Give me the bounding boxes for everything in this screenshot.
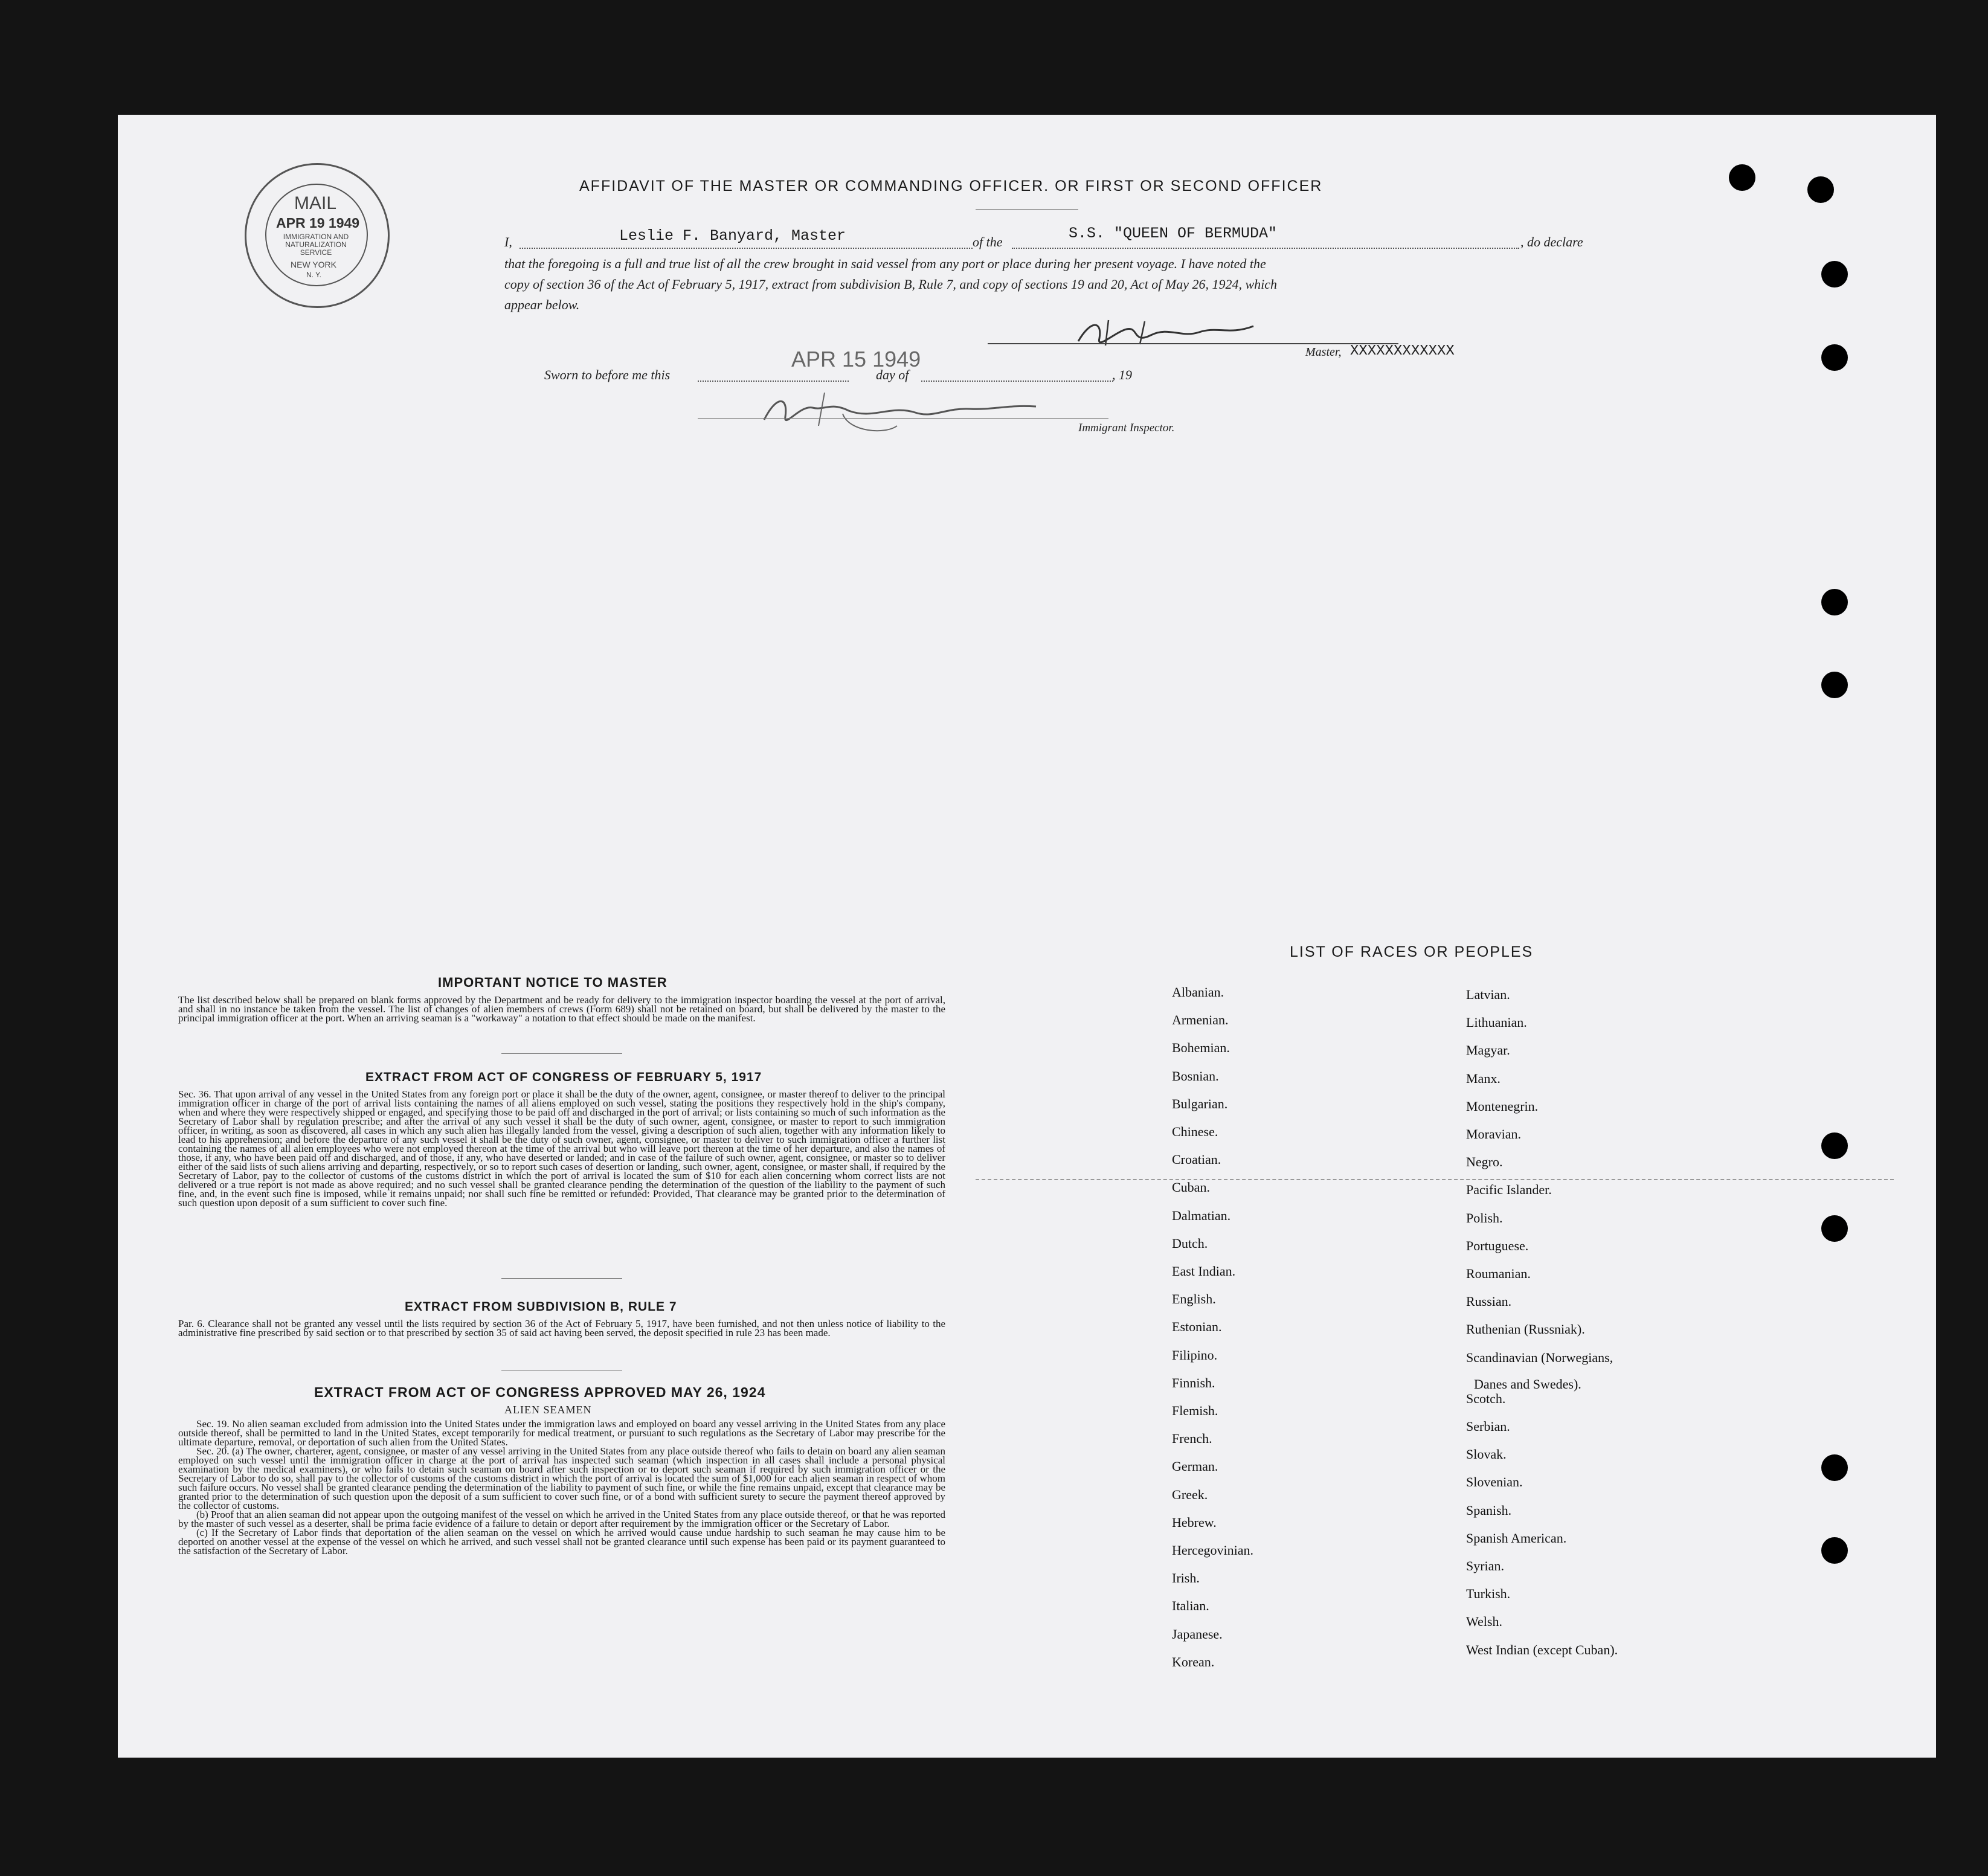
- race-item: Spanish American.: [1466, 1530, 1567, 1546]
- stamp-place: NEW YORK: [291, 260, 336, 269]
- extract-1917-title: EXTRACT FROM ACT OF CONGRESS OF FEBRUARY 5, 1917: [365, 1070, 762, 1084]
- race-item: Montenegrin.: [1466, 1098, 1539, 1114]
- race-item: Spanish.: [1466, 1502, 1512, 1518]
- race-item: Moravian.: [1466, 1126, 1522, 1142]
- race-item: East Indian.: [1172, 1264, 1236, 1279]
- extract-1917-body: Sec. 36. That upon arrival of any vessel in the United States from any foreign port or place it shall be the duty of the owner, agent, consignee, or master thereof to deliver to the principal immigration officer in charge of the port of arrival lists containing the names of all aliens employed on such vessel, stating the positions they respectively hold in the ship's company, when and where they were respectively shipped or engaged, and specifying those to be paid off and discharged in the port of arrival; or lists containing so much of such information as the Secretary of Labor shall by regulation prescribe; and after the arrival of any such vessel it shall be the duty of such owner, agent, consignee, or master to report to such immigration officer, in writing, as soon as discovered, all cases in which any such alien has illegally landed from the vessel, giving a description of such alien, together with any information likely to lead to his apprehension; and before the departure of any such vessel it shall be the duty of such owner, agent, consignee, or master to deliver to such immigration officer a further list containing the names of all alien employees who were not employed thereon at the time of the arrival but who will leave port thereon at the time of her departure, and also the names of those, if any, who have been paid off and discharged, and of those, if any, who have deserted or landed; and in case of the failure of such owner, agent, consignee, or master so to deliver either of the said lists of such aliens arriving and departing, respectively, or so to report such cases of desertion or landing, such owner, agent, consignee, or master shall, if required by the Secretary of Labor, pay to the collector of customs of the customs district in which the port of arrival is located the sum of $10 for each alien concerning whom correct lists are not delivered or a true report is not made as above required; and no such vessel shall be granted clearance pending the determination of the question of the liability to the payment of such fine, and, in the event such fine is imposed, while it remains unpaid; nor shall such fine be remitted or refunded: Provided, That clearance may be granted prior to the determination of such question upon deposit of a sum sufficient to cover such fine.: [178, 1090, 945, 1209]
- race-item: Slovak.: [1466, 1447, 1507, 1462]
- race-item: Estonian.: [1172, 1319, 1222, 1335]
- received-stamp: [245, 163, 390, 308]
- sec-20c: (c) If the Secretary of Labor finds that deportation of the alien seaman on the vessel on which he arrived would cause undue hardship to such seaman he may cause him to be deported on another vessel at the expense of the vessel on which he arrived, and such vessel shall not be granted clearance until such expense has been paid or its payment guaranteed to the satisfaction of the Secretary of Labor.: [178, 1527, 945, 1556]
- race-item: Hercegovinian.: [1172, 1543, 1253, 1558]
- race-item: Korean.: [1172, 1654, 1215, 1669]
- master-label: Master,: [1305, 345, 1342, 359]
- race-item: Slovenian.: [1466, 1474, 1523, 1490]
- punch-hole: [1821, 589, 1848, 615]
- race-item: English.: [1172, 1291, 1216, 1307]
- race-item: Polish.: [1466, 1210, 1503, 1226]
- race-item: Flemish.: [1172, 1403, 1218, 1418]
- race-item: Danes and Swedes).: [1474, 1376, 1581, 1392]
- race-item: Pacific Islander.: [1466, 1182, 1552, 1198]
- race-item: Latvian.: [1466, 987, 1510, 1002]
- race-item: West Indian (except Cuban).: [1466, 1642, 1618, 1657]
- race-item: Roumanian.: [1466, 1266, 1531, 1281]
- race-item: Turkish.: [1466, 1586, 1511, 1602]
- punch-hole: [1821, 1215, 1848, 1242]
- race-item: Irish.: [1172, 1570, 1200, 1586]
- stamp-state: N. Y.: [306, 271, 321, 279]
- master-signature: [1072, 308, 1272, 356]
- punch-hole: [1821, 261, 1848, 288]
- stamp-date: APR 19 1949: [276, 215, 360, 231]
- vessel-name: S.S. "QUEEN OF BERMUDA": [1069, 225, 1278, 242]
- race-item: German.: [1172, 1459, 1218, 1474]
- notice-body: The list described below shall be prepared on blank forms approved by the Department and be ready for delivery to the immigration inspector boarding the vessel at the port of arrival, and shall in no instance be taken from the vessel. The list of changes of alien members of crews (Form 689) shall not be retained on board, but shall be delivered by the master to the principal immigration officer at the port. When an arriving seaman is a "workaway" a notation to that effect should be made on the manifest.: [178, 994, 945, 1024]
- rule7-title: EXTRACT FROM SUBDIVISION B, RULE 7: [405, 1300, 677, 1314]
- punch-hole: [1821, 1132, 1848, 1159]
- sworn-label: Sworn to before me this: [544, 367, 671, 382]
- extract-1924-body: [178, 1419, 945, 1582]
- race-item: Dutch.: [1172, 1235, 1208, 1251]
- race-item: Albanian.: [1172, 985, 1224, 1000]
- race-item: Dalmatian.: [1172, 1207, 1231, 1223]
- faint-dashed-line: [976, 1179, 1894, 1180]
- race-item: Hebrew.: [1172, 1514, 1217, 1530]
- race-item: Italian.: [1172, 1598, 1209, 1614]
- race-item: Finnish.: [1172, 1375, 1215, 1390]
- affidavit-title: AFFIDAVIT OF THE MASTER OR COMMANDING OFFICER. OR FIRST OR SECOND OFFICER: [579, 178, 1323, 194]
- race-item: Japanese.: [1172, 1626, 1223, 1642]
- punch-hole: [1729, 164, 1755, 191]
- affidavit-line-4: appear below.: [504, 297, 580, 312]
- sec-20b: (b) Proof that an alien seaman did not appear upon the outgoing manifest of the vessel on which he arrived in the United States from any place outside thereof, or that he was reported by the master of such vessel as a deserter, shall be prima facie evidence of a failure to detain or deport after requirement by the immigration officer or the Secretary of Labor.: [178, 1509, 945, 1529]
- race-item: Lithuanian.: [1466, 1015, 1527, 1030]
- year-label: , 19: [1112, 367, 1132, 382]
- punch-hole: [1821, 344, 1848, 371]
- inspector-signature: [752, 384, 1042, 438]
- day-of-label: day of: [876, 367, 909, 382]
- races-title: LIST OF RACES OR PEOPLES: [1290, 943, 1534, 960]
- race-item: Greek.: [1172, 1486, 1208, 1502]
- race-item: Armenian.: [1172, 1012, 1229, 1028]
- master-name: Leslie F. Banyard, Master: [619, 227, 846, 245]
- affidavit-line-2: that the foregoing is a full and true list of all the crew brought in said vessel from any port or place during her present voyage. I have noted the: [504, 256, 1266, 271]
- stamp-service: IMMIGRATION AND NATURALIZATION SERVICE: [283, 233, 349, 257]
- master-struck: XXXXXXXXXXXX: [1350, 343, 1455, 359]
- race-item: Serbian.: [1466, 1419, 1510, 1434]
- affidavit-line-3: copy of section 36 of the Act of February 5, 1917, extract from subdivision B, Rule 7, and copy of sections 19 and 20, Act of May 26, 1924, which: [504, 277, 1278, 292]
- sec-19: Sec. 19. No alien seaman excluded from admission into the United States under the immigration laws and employed on board any vessel arriving in the United States from any place outside thereof, shall be permitted to land in the United States, except temporarily for medical treatment, or pursuant to such regulations as the Secretary of Labor may prescribe for the ultimate departure, removal, or deportation of such alien from the United States.: [178, 1419, 945, 1448]
- rule7-body: Par. 6. Clearance shall not be granted any vessel until the lists required by section 36 of the Act of February 5, 1917, have been furnished, and not then unless notice of liability to the administrative fine prescribed by said section or to that prescribed by section 35 of said act having been served, the deposit specified in rule 23 has been made.: [178, 1318, 945, 1338]
- race-item: Portuguese.: [1466, 1238, 1529, 1253]
- race-item: Negro.: [1466, 1154, 1503, 1170]
- race-item: Syrian.: [1466, 1558, 1504, 1573]
- race-item: Cuban.: [1172, 1180, 1210, 1195]
- extract-1924-subtitle: ALIEN SEAMEN: [504, 1404, 592, 1416]
- race-item: Magyar.: [1466, 1042, 1510, 1058]
- race-item: Croatian.: [1172, 1152, 1221, 1168]
- punch-hole: [1821, 672, 1848, 698]
- race-item: French.: [1172, 1431, 1212, 1447]
- race-item: Scandinavian (Norwegians,: [1466, 1349, 1613, 1365]
- punch-hole: [1821, 1454, 1848, 1481]
- race-item: Bohemian.: [1172, 1040, 1230, 1056]
- punch-hole: [1807, 176, 1834, 203]
- sec-20a: Sec. 20. (a) The owner, charterer, agent, consignee, or master of any vessel arriving in the United States from any place outside thereof who fails to detain on board any alien seaman employed on such vessel until the immigration officer in charge at the port of arrival has inspected such seaman (which inspection in all cases shall include a personal physical examination by the medical examiners), or who fails to detain such seaman on board after such inspection or to deport such seaman if required by such immigration officer or the Secretary of Labor to do so, shall pay to the collector of customs of the customs district in which the port of arrival is located the sum of $1,000 for each alien seaman in respect of whom such failure occurs. No vessel shall be granted clearance pending the determination of the liability to payment of such fine, or while the fine remains unpaid, except that clearance may be granted prior to the determination of such question upon the deposit of a sum sufficient to cover such fine, or of a bond with sufficient surety to secure the payment thereof approved by the collector of customs.: [178, 1445, 945, 1511]
- race-item: Filipino.: [1172, 1347, 1218, 1363]
- extract-1924-title: EXTRACT FROM ACT OF CONGRESS APPROVED MAY 26, 1924: [314, 1384, 766, 1400]
- document-page: [118, 115, 1936, 1758]
- i-label: I,: [504, 234, 512, 249]
- race-item: Scotch.: [1466, 1390, 1506, 1406]
- race-item: Welsh.: [1466, 1614, 1502, 1630]
- notice-title: IMPORTANT NOTICE TO MASTER: [438, 975, 667, 990]
- race-item: Chinese.: [1172, 1124, 1218, 1139]
- stamp-mail: MAIL: [294, 193, 337, 213]
- race-item: Ruthenian (Russniak).: [1466, 1322, 1585, 1337]
- punch-hole: [1821, 1537, 1848, 1564]
- race-item: Bosnian.: [1172, 1068, 1219, 1084]
- sworn-date-stamp: APR 15 1949: [791, 347, 921, 371]
- race-item: Russian.: [1466, 1294, 1512, 1309]
- inspector-label: Immigrant Inspector.: [1078, 422, 1175, 434]
- of-the-label: of the: [973, 234, 1003, 249]
- race-item: Manx.: [1466, 1070, 1501, 1086]
- race-item: Bulgarian.: [1172, 1096, 1228, 1111]
- do-declare: , do declare: [1520, 234, 1583, 249]
